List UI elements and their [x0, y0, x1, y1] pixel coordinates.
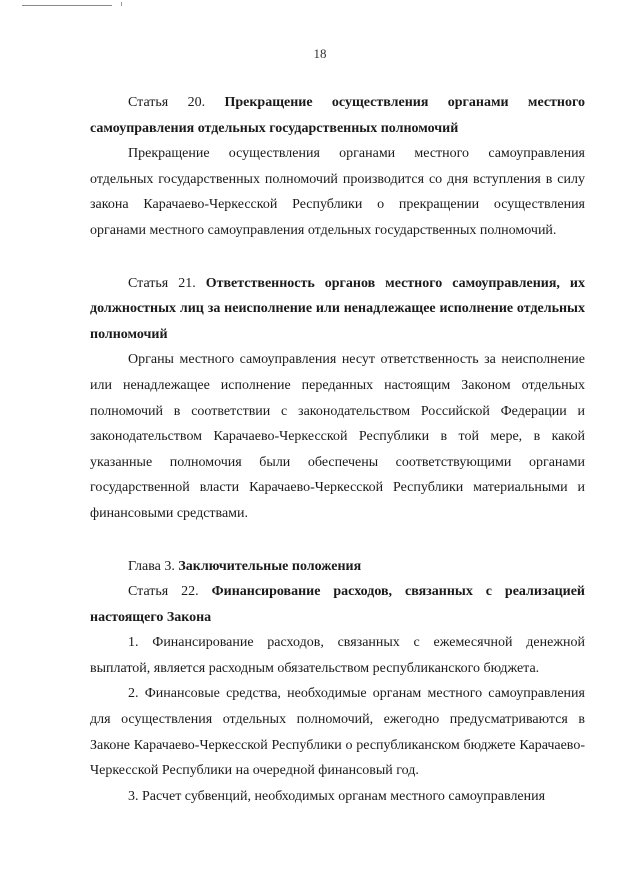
article-20-text: Прекращение осуществления органами местного самоуправления отдельных государственных полномочий производится со дня вступления в силу закона Карачаево-Черкесской Республики о прекращении осуществления органами местного самоуправления отдельных государственных полномочий. — [90, 146, 585, 238]
article-21-text: Органы местного самоуправления несут ответственность за неисполнение или ненадлежащее исполнение переданных настоящим Законом отдельных полномочий в соответствии с законодательством Российской Федерации и законодательством Карачаево-Черкесской Республики в той мере, в какой указанные полномочия были обеспечены соответствующими органами государственной власти Карачаево-Черкесской Республики материальными и финансовыми средствами. — [90, 352, 585, 521]
chapter-3-prefix: Глава 3. — [128, 558, 175, 574]
article-22-item-2: 2. Финансовые средства, необходимые органам местного самоуправления для осуществления отдельных полномочий, ежегодно предусматриваются в Законе Карачаево-Черкесской Республики о республиканском бюджете Карачаево-Черкесской Республики на очередной финансовый год. — [90, 686, 585, 779]
document-body — [90, 90, 585, 809]
article-21-title: Ответственность органов местного самоуправления, их должностных лиц за неисполнение или ненадлежащее исполнение отдельных полномочий — [90, 275, 585, 342]
article-22-title: Финансирование расходов, связанных с реализацией настоящего Закона — [90, 584, 585, 625]
article-21-prefix: Статья 21. — [128, 275, 196, 291]
article-22-item-3: 3. Расчет субвенций, необходимых органам местного самоуправления — [128, 788, 546, 804]
article-20-title: Прекращение осуществления органами местного самоуправления отдельных государственных полномочий — [90, 95, 586, 136]
scan-artifact-line — [22, 5, 112, 6]
chapter-3-title: Заключительные положения — [178, 558, 362, 574]
page-number: 18 — [313, 46, 327, 61]
article-21-heading — [90, 271, 585, 348]
article-22-prefix: Статья 22. — [128, 584, 199, 600]
article-20-heading — [90, 90, 585, 141]
article-22-item-1: 1. Финансирование расходов, связанных с ежемесячной денежной выплатой, является расходным обязательством республиканского бюджета. — [90, 635, 585, 676]
scan-artifact-dot — [121, 2, 122, 6]
article-20-prefix: Статья 20. — [128, 95, 206, 110]
chapter-3-heading — [90, 554, 585, 580]
article-22-heading — [90, 579, 585, 630]
